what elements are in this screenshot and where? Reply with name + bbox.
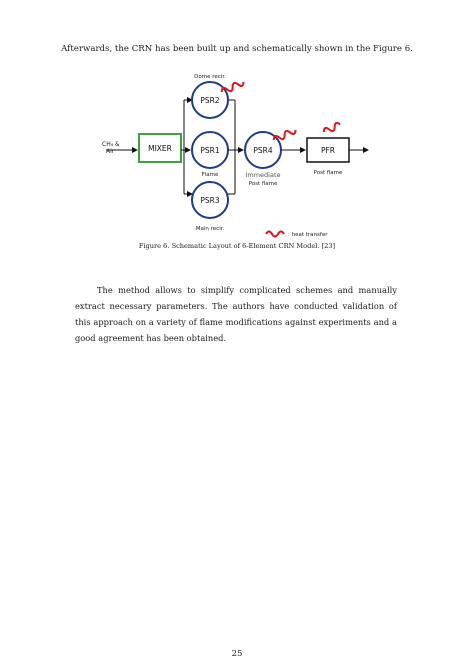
dome-recir-label: Dome recir. — [194, 74, 226, 80]
crn-diagram — [100, 66, 380, 246]
figure-caption: Figure 6. Schematic Layout of 6-Element CRN Model. [23] — [138, 242, 336, 250]
psr3-label: PSR3 — [200, 196, 220, 205]
post-flame-label-1: Post flame — [248, 181, 278, 187]
psr2-label: PSR2 — [200, 96, 220, 105]
legend-heat-transfer-icon — [266, 232, 284, 237]
page-number: 25 — [231, 649, 243, 659]
flame-label: Flame — [201, 172, 219, 178]
psr4-label: PSR4 — [253, 146, 273, 155]
intro-sentence: Afterwards, the CRN has been built up and schematically shown in the Figure 6. — [61, 44, 413, 54]
inlet-label-line2: Air — [106, 148, 115, 155]
legend-heat-transfer-label: : heat transfer — [288, 232, 328, 238]
pfr-label: PFR — [320, 146, 336, 155]
main-recir-label: Main recir. — [195, 226, 225, 232]
mixer-label: MIXER — [148, 144, 172, 153]
body-paragraph: The method allows to simplify complicated schemes and manually extract necessary parameters. The authors have conducted validation of this approach on a variety of flame modifications against experiments and a good agreement has been obtained. — [75, 285, 397, 343]
inlet-label-line1: CH₄ & — [102, 141, 120, 148]
psr1-label: PSR1 — [200, 146, 220, 155]
post-flame-label-2: Post flame — [313, 170, 343, 176]
crn-schematic-figure — [100, 66, 380, 246]
immediate-label: Immediate — [245, 171, 281, 179]
pfr-heat-transfer-icon — [323, 122, 342, 135]
